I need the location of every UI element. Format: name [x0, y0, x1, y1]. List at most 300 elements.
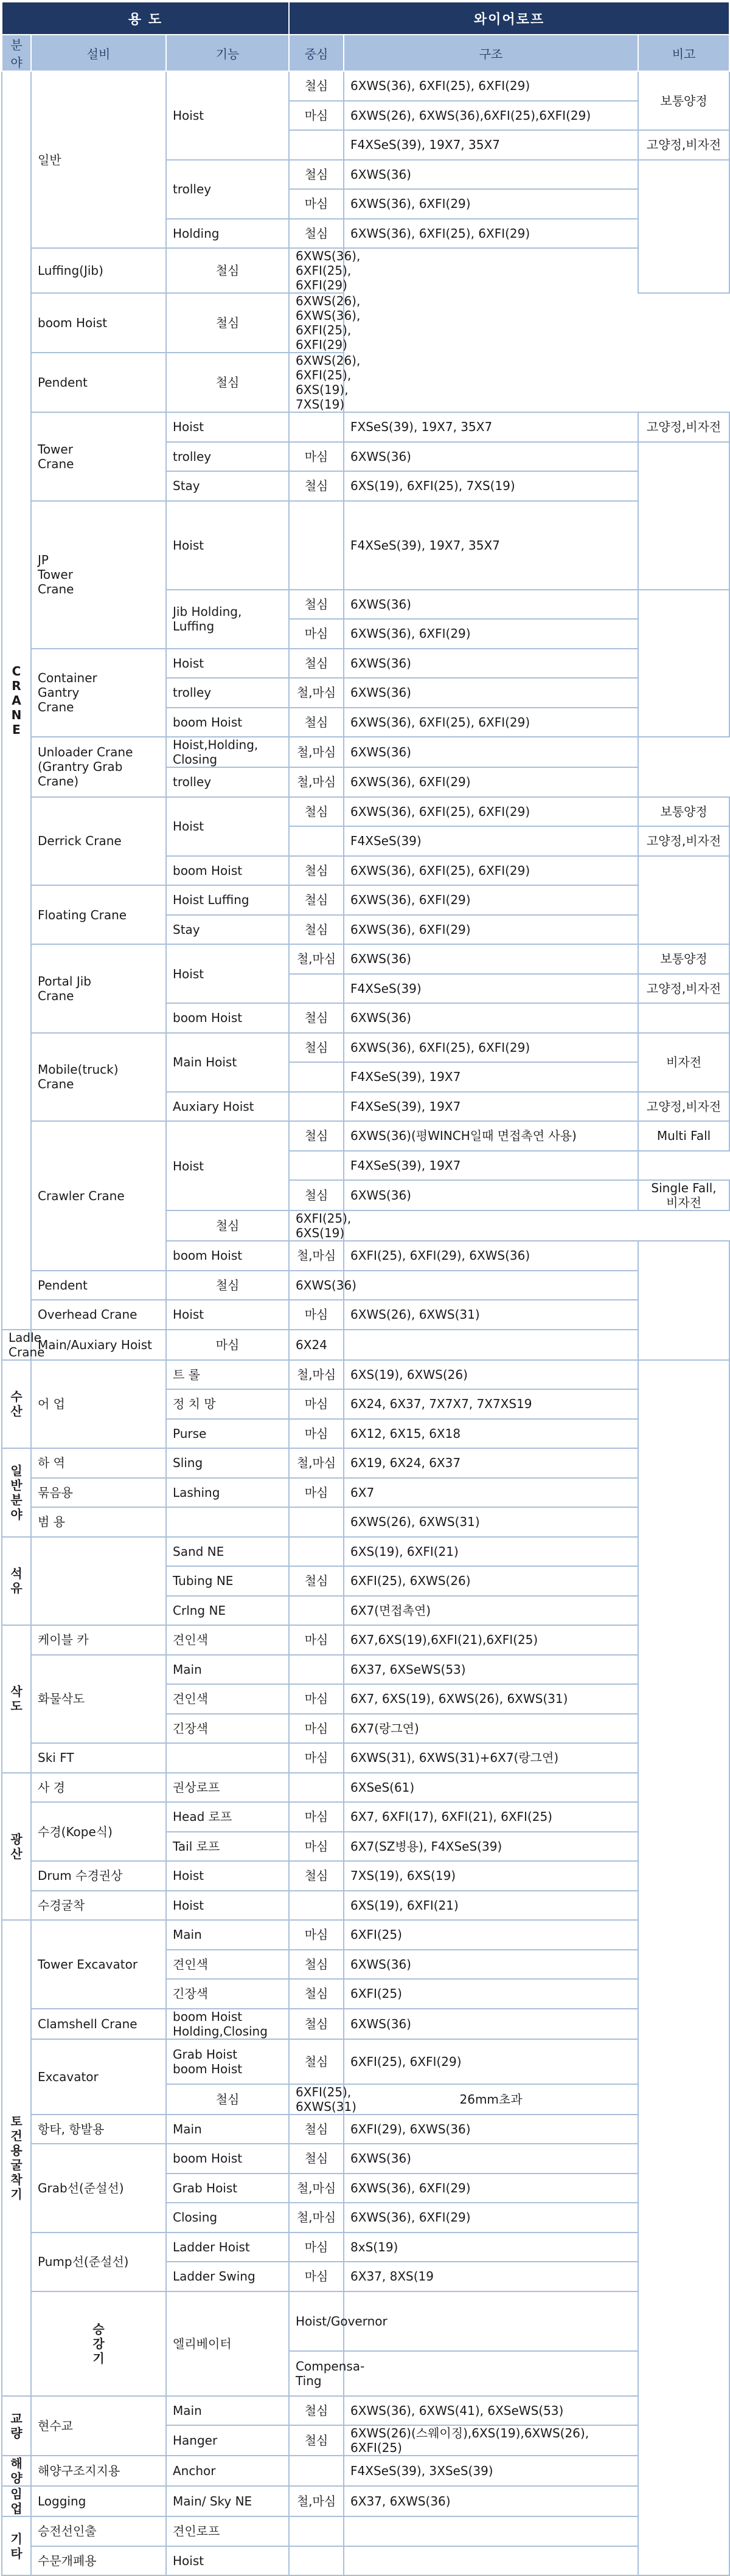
structure-cell: 6X7,6XS(19),6XFI(21),6XFI(25): [344, 1625, 638, 1655]
equipment-cell: Crawler Crane: [31, 1121, 166, 1271]
equipment-cell: Clamshell Crane: [31, 2009, 166, 2039]
table-row: [2, 1300, 729, 1330]
equipment-cell: Ski FT: [31, 1743, 166, 1773]
function-cell: Hoist Luffing: [166, 885, 289, 915]
structure-cell: 6XWS(26), 6XWS(36), 6XFI(25), 6XFI(29): [289, 293, 344, 353]
structure-cell: F4XSeS(39): [344, 974, 638, 1004]
core-cell: [289, 1062, 344, 1092]
function-cell: Head 로프: [166, 1802, 289, 1832]
function-cell: Main: [166, 2115, 289, 2144]
structure-cell: 6XFI(25), 6XWS(26): [344, 1566, 638, 1596]
core-cell: 철심: [166, 1210, 289, 1241]
function-cell: Crlng NE: [166, 1596, 289, 1626]
equipment-cell: Unloader Crane (Grantry Grab Crane): [31, 737, 166, 797]
core-cell: 마심: [289, 1714, 344, 1744]
remarks-cell: 고양정,비자전: [638, 1092, 729, 1122]
structure-cell: 6X37, 8XS(19: [344, 2262, 638, 2291]
structure-cell: F4XSeS(39), 19X7: [344, 1092, 638, 1122]
remarks-cell: [638, 856, 729, 945]
core-cell: 철심: [166, 1271, 289, 1300]
table-row: [2, 2291, 729, 2351]
structure-cell: 8xS(19): [344, 2232, 638, 2262]
table-row: [2, 649, 729, 679]
core-cell: [344, 2291, 638, 2351]
structure-cell: 6X7(랑그연): [344, 1714, 638, 1744]
structure-cell: 6XWS(36), 6XWS(41), 6XSeWS(53): [344, 2396, 638, 2426]
core-cell: 마심: [289, 1802, 344, 1832]
equipment-cell: 승전선인출: [31, 2516, 166, 2546]
field-cell: 일 반 분 야: [2, 1448, 31, 1537]
core-cell: 철심: [289, 1003, 344, 1033]
remarks-cell: 고양정,비자전: [638, 826, 729, 856]
function-cell: Holding: [166, 219, 289, 249]
field-cell: 삭 도: [2, 1625, 31, 1773]
equipment-cell: 묶음용: [31, 1478, 166, 1508]
function-cell: Hoist: [166, 797, 289, 856]
core-cell: [289, 1891, 344, 1921]
structure-cell: 6X7, 6XFI(17), 6XFI(21), 6XFI(25): [344, 1802, 638, 1832]
function-cell: boom Hoist: [166, 856, 289, 886]
remarks-cell: [638, 160, 729, 294]
function-cell: Tubing NE: [166, 1566, 289, 1596]
function-cell: Hoist: [166, 2546, 289, 2576]
structure-cell: 6X24, 6X37, 7X7X7, 7X7XS19: [344, 1389, 638, 1419]
core-cell: 마심: [289, 1419, 344, 1449]
function-cell: [166, 1507, 289, 1537]
core-cell: 마심: [166, 1330, 289, 1360]
core-cell: 마심: [289, 1684, 344, 1714]
remarks-cell: 보통양정: [638, 71, 729, 130]
equipment-cell: Container Gantry Crane: [31, 649, 166, 737]
structure-cell: 6XS(19), 6XFI(21): [344, 1537, 638, 1567]
core-cell: 철,마심: [289, 1360, 344, 1390]
structure-cell: 6XSeS(61): [344, 1773, 638, 1803]
function-cell: [166, 1743, 289, 1773]
table-row: [2, 2396, 729, 2426]
structure-cell: 6XWS(36): [344, 649, 638, 679]
equipment-cell: JP Tower Crane: [31, 501, 166, 649]
structure-cell: 6XWS(36), 6XFI(25), 6XFI(29): [344, 71, 638, 101]
structure-cell: 6XWS(36), 6XFI(25), 6XFI(29): [344, 708, 638, 737]
structure-cell: 6XWS(36): [344, 590, 638, 620]
table-row: [2, 2456, 729, 2486]
equipment-cell: Tower Crane: [31, 412, 166, 501]
table-row: [2, 1448, 729, 1478]
equipment-cell: Excavator: [31, 2039, 166, 2115]
equipment-cell: 수경굴착: [31, 1891, 166, 1921]
core-cell: 철심: [289, 1979, 344, 2009]
core-cell: 마심: [289, 101, 344, 131]
structure-cell: 6XWS(36), 6XFI(29): [344, 885, 638, 915]
structure-cell: F4XSeS(39), 19X7: [344, 1151, 638, 1181]
function-cell: Hoist,Holding, Closing: [166, 737, 289, 767]
function-cell: Ladder Swing: [166, 2262, 289, 2291]
core-cell: 마심: [289, 1300, 344, 1330]
core-cell: [289, 1507, 344, 1537]
core-cell: 철,마심: [289, 1448, 344, 1478]
core-cell: 철,마심: [289, 1241, 344, 1271]
remarks-cell: [638, 1003, 729, 1033]
equipment-cell: 수경(Kope식): [31, 1802, 166, 1861]
core-cell: [289, 974, 344, 1004]
structure-cell: F4XSeS(39): [344, 826, 638, 856]
remarks-column-header: 비고: [638, 35, 729, 71]
table-row: [2, 1121, 729, 1151]
function-cell: Hoist: [166, 412, 289, 442]
core-cell: 철심: [166, 248, 289, 293]
structure-cell: 6X7(SZ병용), F4XSeS(39): [344, 1832, 638, 1862]
function-cell: Pendent: [31, 353, 166, 412]
table-row: [2, 71, 729, 101]
table-row: [2, 2546, 729, 2576]
function-cell: 트 롤: [166, 1360, 289, 1390]
core-cell: 철심: [289, 160, 344, 190]
function-cell: boom Hoist: [166, 1003, 289, 1033]
core-cell: [289, 1537, 344, 1567]
core-cell: 마심: [289, 2232, 344, 2262]
remarks-cell: [638, 1241, 729, 1360]
structure-cell: F4XSeS(39), 19X7, 35X7: [344, 130, 638, 160]
structure-cell: 6XFI(25), 6XS(19): [289, 1210, 344, 1241]
table-row: [2, 2115, 729, 2144]
function-cell: boom Hoist: [31, 293, 166, 353]
function-cell: 긴장색: [166, 1714, 289, 1744]
structure-cell: 6XWS(26), 6XWS(36),6XFI(25),6XFI(29): [344, 101, 638, 131]
function-cell: Hoist: [166, 1121, 289, 1210]
table-row: [2, 737, 729, 767]
equipment-cell: Mobile(truck) Crane: [31, 1033, 166, 1122]
core-cell: [289, 501, 344, 590]
core-cell: 철심: [289, 797, 344, 827]
structure-cell: 6XWS(36): [344, 2144, 638, 2174]
structure-cell: 6X7(면접촉연): [344, 1596, 638, 1626]
core-cell: 철,마심: [289, 2174, 344, 2203]
function-cell: trolley: [166, 160, 289, 219]
structure-cell: 6XWS(26)(스웨이징),6XS(19),6XWS(26), 6XFI(25): [344, 2425, 638, 2456]
remarks-cell: Single Fall, 비자전: [638, 1180, 729, 1210]
equipment-cell: 항타, 항발용: [31, 2115, 166, 2144]
structure-cell: 6X37, 6XSeWS(53): [344, 1655, 638, 1685]
field-cell: 수 산: [2, 1360, 31, 1449]
equipment-cell: [31, 1537, 166, 1626]
structure-cell: 6XWS(36), 6XFI(29): [344, 767, 638, 797]
core-cell: 마심: [289, 619, 344, 649]
table-row: [2, 2232, 729, 2262]
table-row: [2, 1655, 729, 1685]
table-row: [2, 944, 729, 974]
table-row: [2, 1033, 729, 1063]
function-cell: Hanger: [166, 2425, 289, 2456]
structure-cell: 6XWS(36), 6XFI(29): [344, 2203, 638, 2232]
equipment-cell: 현수교: [31, 2396, 166, 2456]
field-cell: 승 강 기: [31, 2291, 166, 2396]
structure-cell: 6XFI(25), 6XFI(29), 6XWS(36): [344, 1241, 638, 1271]
core-cell: [289, 2456, 344, 2486]
core-cell: [289, 826, 344, 856]
function-cell: 견인색: [166, 1684, 289, 1714]
core-cell: 마심: [289, 1389, 344, 1419]
function-cell: Pendent: [31, 1271, 166, 1300]
structure-cell: 6XWS(36), 6XFI(25), 6XFI(29): [344, 1033, 638, 1063]
structure-cell: 6XWS(36), 6XFI(29): [344, 189, 638, 219]
core-cell: [289, 1773, 344, 1803]
structure-cell: 6XFI(25): [344, 1920, 638, 1950]
remarks-cell: 고양정,비자전: [638, 412, 729, 442]
function-cell: Ladder Hoist: [166, 2232, 289, 2262]
function-cell: Hoist: [166, 501, 289, 590]
remarks-cell: [638, 590, 729, 737]
structure-cell: 6XFI(25): [344, 1979, 638, 2009]
table-row: [2, 501, 729, 590]
structure-cell: F4XSeS(39), 3XSeS(39): [344, 2456, 638, 2486]
core-cell: 마심: [289, 1920, 344, 1950]
equipment-column-header: 설비: [31, 35, 166, 71]
structure-cell: 6XWS(36), 6XFI(25), 6XFI(29): [344, 856, 638, 886]
field-cell: 광 산: [2, 1773, 31, 1921]
remarks-cell: [638, 442, 729, 590]
remarks-cell: Multi Fall: [638, 1121, 729, 1151]
function-cell: 권상로프: [166, 1773, 289, 1803]
equipment-cell: 화물삭도: [31, 1655, 166, 1744]
table-row: [2, 1330, 729, 1360]
table-row: [2, 2486, 729, 2516]
equipment-cell: 범 용: [31, 1507, 166, 1537]
core-cell: [344, 2351, 638, 2396]
core-cell: [289, 1151, 344, 1181]
equipment-cell: Overhead Crane: [31, 1300, 166, 1330]
core-cell: 철심: [289, 1033, 344, 1063]
structure-cell: 6XWS(36): [289, 1271, 344, 1300]
core-cell: 철심: [289, 885, 344, 915]
function-cell: Stay: [166, 915, 289, 945]
field-cell: 토 건 용 굴 착 기: [2, 1920, 31, 2396]
core-cell: 철심: [289, 2144, 344, 2174]
core-cell: 철심: [289, 2039, 344, 2084]
function-column-header: 기능: [166, 35, 289, 71]
equipment-cell: Ladle Crane: [2, 1330, 31, 1360]
structure-cell: 6XWS(36): [344, 2009, 638, 2039]
core-cell: 철심: [289, 2115, 344, 2144]
core-cell: 마심: [289, 1625, 344, 1655]
remarks-cell: [638, 1360, 729, 2576]
function-cell: boom Hoist: [166, 2144, 289, 2174]
function-cell: Auxiary Hoist: [166, 1092, 289, 1122]
core-cell: [289, 2516, 344, 2546]
table-row: [2, 2516, 729, 2546]
remarks-cell: 보통양정: [638, 797, 729, 827]
function-cell: Main: [166, 2396, 289, 2426]
field-cell: C R A N E: [2, 71, 31, 1330]
function-cell: trolley: [166, 767, 289, 797]
structure-cell: 6X12, 6X15, 6X18: [344, 1419, 638, 1449]
equipment-cell: Portal Jib Crane: [31, 944, 166, 1033]
core-cell: 철심: [289, 2009, 344, 2039]
structure-cell: [344, 2546, 638, 2576]
function-cell: boom Hoist: [166, 708, 289, 737]
function-cell: 견인색: [166, 1950, 289, 1980]
field-cell: 석 유: [2, 1537, 31, 1626]
function-cell: boom Hoist: [166, 1241, 289, 1271]
structure-cell: 6XWS(36): [344, 1003, 638, 1033]
equipment-cell: 일반: [31, 71, 166, 248]
structure-cell: 6XFI(25), 6XFI(29): [344, 2039, 638, 2084]
table-row: [2, 1802, 729, 1832]
core-column-header: 중심: [289, 35, 344, 71]
function-cell: Hoist/Governor: [289, 2291, 344, 2351]
remarks-cell: 보통양정: [638, 944, 729, 974]
core-cell: 마심: [289, 1478, 344, 1508]
function-cell: Main Hoist: [166, 1033, 289, 1092]
structure-cell: F4XSeS(39), 19X7: [344, 1062, 638, 1092]
function-cell: Tail 로프: [166, 1832, 289, 1862]
table-row: [2, 2144, 729, 2174]
function-cell: 견인로프: [166, 2516, 289, 2546]
core-cell: 마심: [289, 442, 344, 472]
core-cell: 철심: [289, 856, 344, 886]
function-cell: Purse: [166, 1419, 289, 1449]
function-cell: Main: [166, 1920, 289, 1950]
core-cell: [289, 1655, 344, 1685]
equipment-cell: 하 역: [31, 1448, 166, 1478]
field-cell: 임 업: [2, 2486, 31, 2516]
equipment-cell: Drum 수경권상: [31, 1861, 166, 1891]
function-cell: 견인색: [166, 1625, 289, 1655]
core-cell: 철심: [289, 1566, 344, 1596]
core-cell: [289, 412, 344, 442]
remarks-cell: 고양정,비자전: [638, 130, 729, 160]
structure-cell: FXSeS(39), 19X7, 35X7: [344, 412, 638, 442]
structure-cell: 6XWS(36): [344, 678, 638, 708]
function-cell: Closing: [166, 2203, 289, 2232]
structure-cell: 6XWS(36): [344, 737, 638, 767]
structure-cell: 6XS(19), 6XFI(21): [344, 1891, 638, 1921]
function-cell: Hoist: [166, 71, 289, 160]
structure-cell: 7XS(19), 6XS(19): [344, 1861, 638, 1891]
structure-cell: 6XFI(29), 6XWS(36): [344, 2115, 638, 2144]
function-cell: boom Hoist Holding,Closing: [166, 2009, 289, 2039]
structure-cell: 6XFI(25), 6XWS(31): [289, 2084, 344, 2115]
structure-cell: 6XWS(36), 6XFI(25), 6XFI(29): [289, 248, 344, 293]
core-cell: 철심: [289, 708, 344, 737]
structure-cell: F4XSeS(39), 19X7, 35X7: [344, 501, 638, 590]
equipment-cell: Logging: [31, 2486, 166, 2516]
spec-table-container: [1, 1, 729, 2576]
wire-rope-header: 와이어로프: [289, 2, 729, 35]
function-cell: Grab Hoist boom Hoist: [166, 2039, 289, 2084]
table-row: [2, 1537, 729, 1567]
function-cell: Main/ Sky NE: [166, 2486, 289, 2516]
usage-header: 용 도: [2, 2, 289, 35]
core-cell: 마심: [289, 189, 344, 219]
function-cell: Hoist: [166, 1861, 289, 1891]
core-cell: 철심: [289, 915, 344, 945]
structure-cell: 6XWS(36), 6XFI(29): [344, 915, 638, 945]
core-cell: 철심: [166, 353, 289, 412]
table-row: [2, 1271, 729, 1300]
table-row: [2, 1743, 729, 1773]
structure-cell: 6XWS(36), 6XFI(25), 6XFI(29): [344, 797, 638, 827]
equipment-cell: 어 업: [31, 1360, 166, 1449]
function-cell: Main: [166, 1655, 289, 1685]
structure-cell: 6X7: [344, 1478, 638, 1508]
structure-cell: 6XWS(36): [344, 944, 638, 974]
equipment-cell: Floating Crane: [31, 885, 166, 944]
core-cell: 철,마심: [289, 678, 344, 708]
table-row: [2, 412, 729, 442]
equipment-cell: 수문개폐용: [31, 2546, 166, 2576]
core-cell: 철심: [289, 1861, 344, 1891]
table-row: [2, 1920, 729, 1950]
structure-cell: 6XWS(36): [344, 442, 638, 472]
structure-cell: 6XWS(36): [344, 160, 638, 190]
equipment-cell: Derrick Crane: [31, 797, 166, 886]
core-cell: 철,마심: [289, 2486, 344, 2516]
core-cell: [289, 2546, 344, 2576]
core-cell: 철심: [289, 471, 344, 501]
structure-cell: 6XWS(26), 6XWS(31): [344, 1507, 638, 1537]
core-cell: [289, 130, 344, 160]
function-cell: Grab Hoist: [166, 2174, 289, 2203]
structure-cell: 6XWS(36), 6XFI(29): [344, 619, 638, 649]
function-cell: Stay: [166, 471, 289, 501]
structure-cell: [344, 2516, 638, 2546]
core-cell: 마심: [289, 1832, 344, 1862]
remarks-cell: 비자전: [638, 1033, 729, 1092]
core-cell: 마심: [289, 2262, 344, 2291]
core-cell: 철심: [289, 1121, 344, 1151]
table-row: [2, 1360, 729, 1390]
table-row: [2, 2009, 729, 2039]
structure-cell: 6XS(19), 6XWS(26): [344, 1360, 638, 1390]
table-row: [2, 1861, 729, 1891]
field-column-header: 분야: [2, 35, 31, 71]
function-cell: Hoist: [166, 1891, 289, 1921]
core-cell: 철,마심: [289, 737, 344, 767]
function-cell: 정 치 망: [166, 1389, 289, 1419]
field-cell: 교 량: [2, 2396, 31, 2456]
function-cell: 긴장색: [166, 1979, 289, 2009]
core-cell: 철심: [289, 1180, 344, 1210]
table-row: [2, 885, 729, 915]
structure-cell: 6X19, 6X24, 6X37: [344, 1448, 638, 1478]
core-cell: 철,마심: [289, 767, 344, 797]
structure-cell: 6XWS(36): [344, 1950, 638, 1980]
table-row: [2, 2039, 729, 2084]
core-cell: 철심: [289, 2425, 344, 2456]
equipment-cell: Pump선(준설선): [31, 2232, 166, 2291]
core-cell: 철심: [289, 1950, 344, 1980]
structure-cell: 6X37, 6XWS(36): [344, 2486, 638, 2516]
core-cell: 철심: [166, 2084, 289, 2115]
remarks-cell: 26mm초과: [344, 2084, 638, 2115]
wire-rope-usage-table: [1, 1, 730, 2576]
core-cell: [289, 1596, 344, 1626]
core-cell: 철심: [289, 590, 344, 620]
table-row: [2, 1625, 729, 1655]
field-cell: 해 양: [2, 2456, 31, 2486]
function-cell: trolley: [166, 442, 289, 472]
function-cell: Sand NE: [166, 1537, 289, 1567]
structure-cell: 6X24: [289, 1330, 344, 1360]
core-cell: 철심: [289, 2396, 344, 2426]
function-cell: Luffing(Jib): [31, 248, 166, 293]
table-row: [2, 1478, 729, 1508]
structure-cell: 6XWS(36), 6XFI(25), 6XFI(29): [344, 219, 638, 249]
core-cell: 마심: [289, 1743, 344, 1773]
structure-column-header: 구조: [344, 35, 638, 71]
equipment-cell: 엘리베이터: [166, 2291, 289, 2396]
equipment-cell: Tower Excavator: [31, 1920, 166, 2009]
